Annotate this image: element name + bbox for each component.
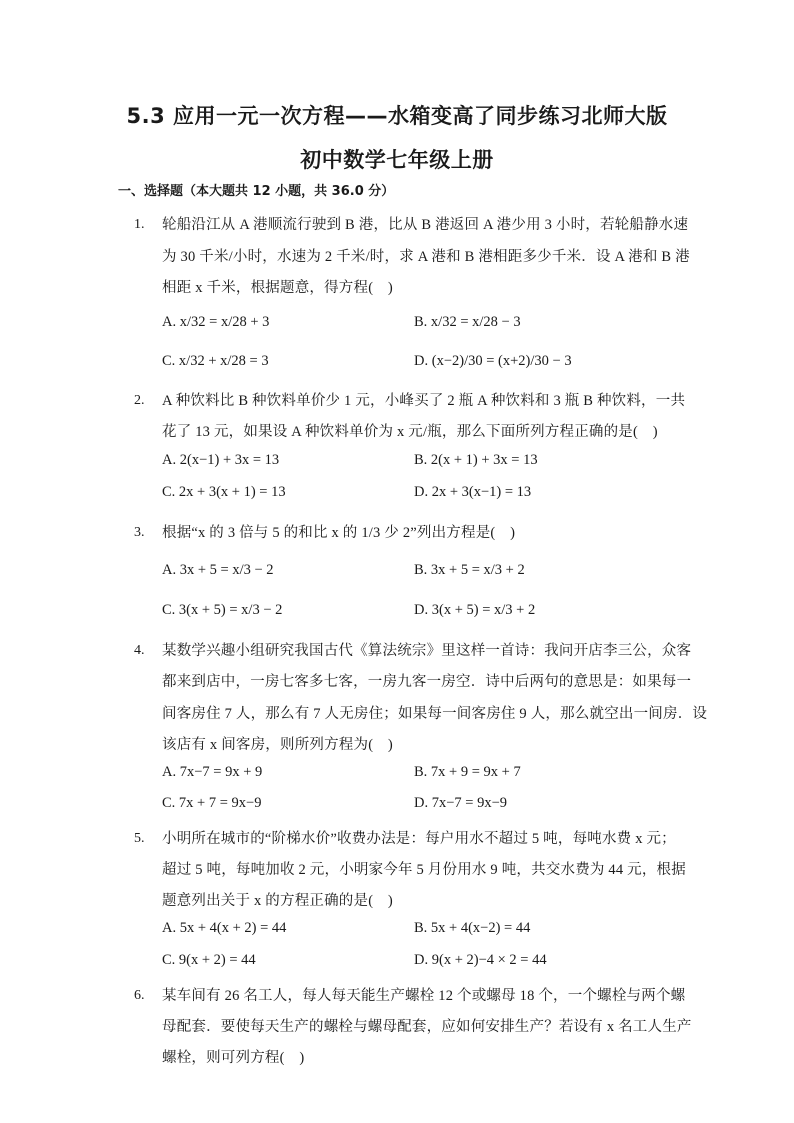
option-label: A. bbox=[162, 452, 177, 468]
option-text: 3(x + 5) = x/3 + 2 bbox=[431, 602, 536, 618]
option-c[interactable] bbox=[162, 353, 269, 370]
option-label: B. bbox=[414, 452, 428, 468]
option-text: 2x + 3(x−1) = 13 bbox=[431, 484, 532, 500]
option-text: x/32 = x/28 + 3 bbox=[179, 314, 270, 330]
option-label: C. bbox=[162, 484, 176, 500]
question-text: 该店有 x 间客房，则所列方程为( ) bbox=[162, 737, 393, 753]
option-text: 9(x + 2)−4 × 2 = 44 bbox=[431, 952, 547, 968]
question-text: 间客房住 7 人，那么有 7 人无房住；如果每一间客房住 9 人，那么就空出一间房．设 bbox=[162, 706, 708, 722]
question-number: 5. bbox=[134, 831, 145, 846]
question-text: 某数学兴趣小组研究我国古代《算法统宗》里这样一首诗：我问开店李三公，众客 bbox=[162, 643, 692, 659]
option-b[interactable] bbox=[414, 764, 521, 781]
option-label: D. bbox=[414, 952, 429, 968]
option-text: 5x + 4(x−2) = 44 bbox=[430, 920, 531, 936]
question-text: 螺栓，则可列方程( ) bbox=[162, 1050, 305, 1066]
option-text: 3x + 5 = x/3 − 2 bbox=[179, 562, 274, 578]
option-text: 7x−7 = 9x + 9 bbox=[179, 764, 263, 780]
option-label: A. bbox=[162, 562, 177, 578]
option-d[interactable] bbox=[414, 795, 507, 812]
question-text: 相距 x 千米，根据题意，得方程( ) bbox=[162, 280, 393, 296]
question-text: A 种饮料比 B 种饮料单价少 1 元，小峰买了 2 瓶 A 种饮料和 3 瓶 B 种饮料，一共 bbox=[162, 393, 686, 409]
question-text: 根据“x 的 3 倍与 5 的和比 x 的 1/3 少 2”列出方程是( ) bbox=[162, 525, 516, 541]
option-text: 5x + 4(x + 2) = 44 bbox=[179, 920, 287, 936]
option-c[interactable] bbox=[162, 952, 256, 969]
option-label: B. bbox=[414, 314, 428, 330]
option-a[interactable] bbox=[162, 314, 269, 331]
option-b[interactable] bbox=[414, 920, 530, 937]
question-text: 超过 5 吨，每吨加收 2 元，小明家今年 5 月份用水 9 吨，共交水费为 44 元，根据 bbox=[162, 862, 686, 878]
option-a[interactable] bbox=[162, 562, 274, 579]
option-label: A. bbox=[162, 314, 177, 330]
question-text: 轮船沿江从 A 港顺流行驶到 B 港，比从 B 港返回 A 港少用 3 小时，若轮船静水速 bbox=[162, 217, 689, 233]
option-text: 2(x−1) + 3x = 13 bbox=[179, 452, 280, 468]
section-heading: 一、选择题（本大题共 12 小题，共 36.0 分） bbox=[118, 184, 395, 199]
option-text: (x−2)/30 = (x+2)/30 − 3 bbox=[431, 353, 572, 369]
option-label: B. bbox=[414, 764, 428, 780]
option-c[interactable] bbox=[162, 795, 261, 812]
question-text: 花了 13 元，如果设 A 种饮料单价为 x 元/瓶，那么下面所列方程正确的是( ) bbox=[162, 424, 658, 440]
option-text: 9(x + 2) = 44 bbox=[178, 952, 256, 968]
option-d[interactable] bbox=[414, 353, 572, 370]
option-d[interactable] bbox=[414, 484, 531, 501]
option-label: C. bbox=[162, 353, 176, 369]
option-label: D. bbox=[414, 353, 429, 369]
option-text: 7x−7 = 9x−9 bbox=[431, 795, 508, 811]
option-a[interactable] bbox=[162, 920, 286, 937]
question-number: 2. bbox=[134, 393, 145, 408]
option-label: C. bbox=[162, 795, 176, 811]
question-text: 母配套．要使每天生产的螺栓与螺母配套，应如何安排生产？若设有 x 名工人生产 bbox=[162, 1019, 692, 1035]
option-label: D. bbox=[414, 602, 429, 618]
option-c[interactable] bbox=[162, 602, 282, 619]
option-d[interactable] bbox=[414, 602, 535, 619]
option-text: 3(x + 5) = x/3 − 2 bbox=[178, 602, 283, 618]
option-a[interactable] bbox=[162, 764, 262, 781]
question-number: 3. bbox=[134, 525, 145, 540]
option-a[interactable] bbox=[162, 452, 279, 469]
question-text: 都来到店中，一房七客多七客，一房九客一房空．诗中后两句的意思是：如果每一 bbox=[162, 674, 692, 690]
option-text: 2(x + 1) + 3x = 13 bbox=[430, 452, 538, 468]
option-text: 7x + 7 = 9x−9 bbox=[178, 795, 262, 811]
option-label: D. bbox=[414, 795, 429, 811]
option-d[interactable] bbox=[414, 952, 547, 969]
option-text: x/32 = x/28 − 3 bbox=[430, 314, 521, 330]
question-text: 为 30 千米/小时，水速为 2 千米/时，求 A 港和 B 港相距多少千米．设 A 港和 B 港 bbox=[162, 249, 690, 265]
option-c[interactable] bbox=[162, 484, 286, 501]
option-text: x/32 + x/28 = 3 bbox=[178, 353, 269, 369]
option-b[interactable] bbox=[414, 314, 521, 331]
question-number: 4. bbox=[134, 643, 145, 658]
option-label: C. bbox=[162, 602, 176, 618]
option-b[interactable] bbox=[414, 562, 525, 579]
question-text: 题意列出关于 x 的方程正确的是( ) bbox=[162, 893, 393, 909]
question-number: 6. bbox=[134, 988, 145, 1003]
option-label: A. bbox=[162, 764, 177, 780]
question-number: 1. bbox=[134, 217, 145, 232]
option-label: A. bbox=[162, 920, 177, 936]
page-title-line-2: 初中数学七年级上册 bbox=[300, 148, 494, 172]
option-b[interactable] bbox=[414, 452, 538, 469]
option-label: B. bbox=[414, 562, 428, 578]
option-text: 3x + 5 = x/3 + 2 bbox=[430, 562, 525, 578]
option-text: 7x + 9 = 9x + 7 bbox=[430, 764, 521, 780]
question-text: 某车间有 26 名工人，每人每天能生产螺栓 12 个或螺母 18 个，一个螺栓与两个螺 bbox=[162, 988, 686, 1004]
option-label: D. bbox=[414, 484, 429, 500]
option-label: C. bbox=[162, 952, 176, 968]
option-label: B. bbox=[414, 920, 428, 936]
option-text: 2x + 3(x + 1) = 13 bbox=[178, 484, 286, 500]
page-title-line-1: 5.3 应用一元一次方程——水箱变高了同步练习北师大版 bbox=[126, 104, 668, 128]
question-text: 小明所在城市的“阶梯水价”收费办法是：每户用水不超过 5 吨，每吨水费 x 元； bbox=[162, 831, 676, 847]
